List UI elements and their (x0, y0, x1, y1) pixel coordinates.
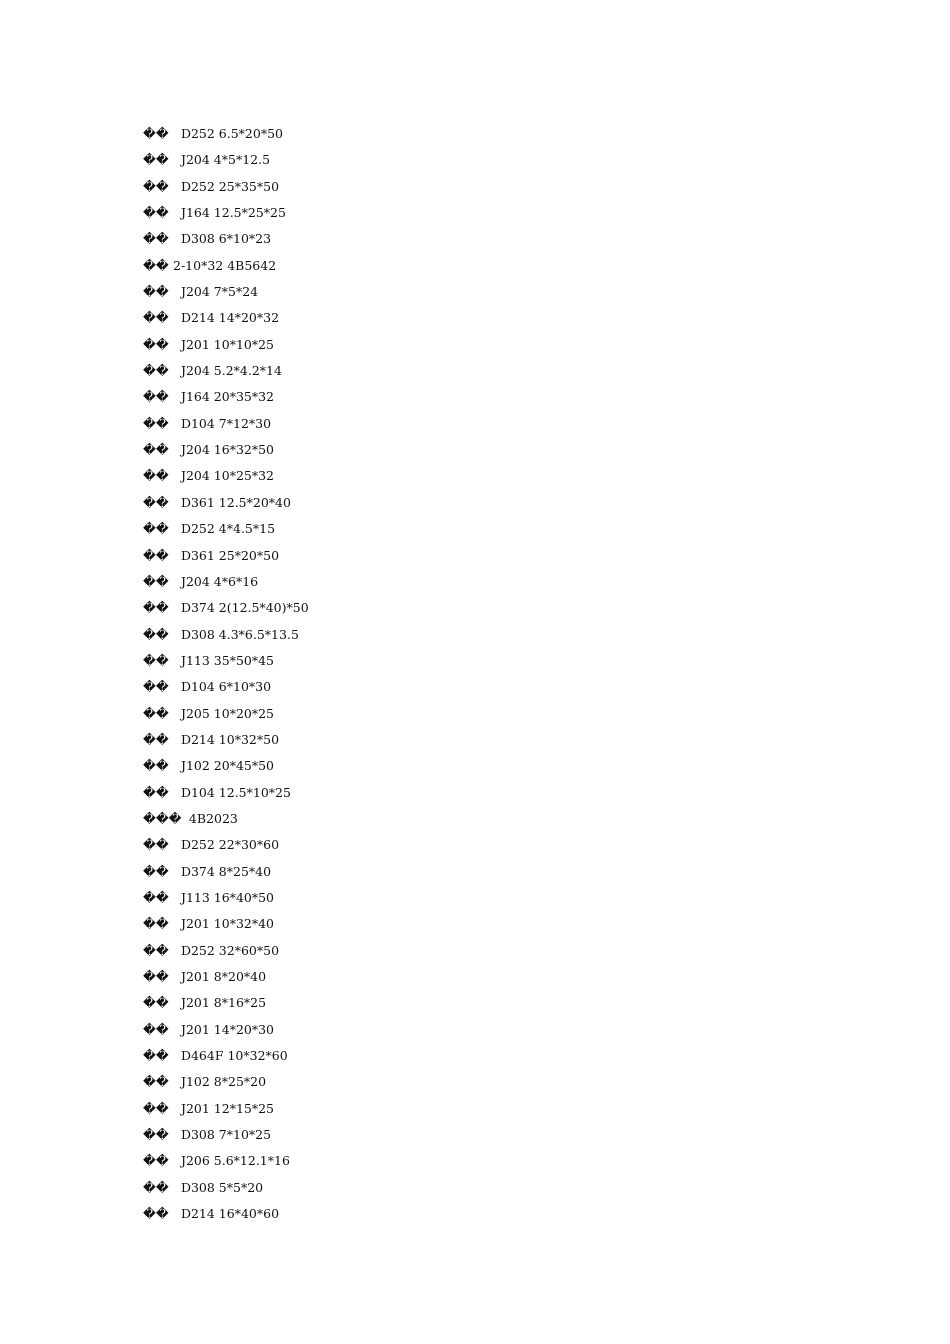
line-prefix: �� (143, 389, 169, 405)
line-prefix: �� (143, 652, 169, 668)
list-item (143, 411, 309, 437)
line-text: D374 8*25*40 (173, 863, 272, 879)
line-text: D464F 10*32*60 (173, 1048, 288, 1064)
line-text: D374 2(12.5*40)*50 (173, 600, 309, 616)
list-item (143, 463, 309, 489)
line-text: J164 20*35*32 (173, 389, 275, 405)
line-prefix: �� (143, 284, 169, 300)
line-text: J201 10*10*25 (173, 336, 275, 352)
line-text: 2-10*32 4B5642 (173, 257, 277, 273)
list-item (143, 490, 309, 516)
line-prefix: �� (143, 889, 169, 905)
list-item (143, 911, 309, 937)
list-item (143, 332, 309, 358)
line-text: D308 6*10*23 (173, 231, 272, 247)
line-prefix: �� (143, 705, 169, 721)
line-text: J201 14*20*30 (173, 1021, 275, 1037)
list-item (143, 174, 309, 200)
line-text: D252 32*60*50 (173, 942, 280, 958)
list-item (143, 358, 309, 384)
line-prefix: �� (143, 415, 169, 431)
line-prefix: �� (143, 679, 169, 695)
line-text: D252 25*35*50 (173, 178, 280, 194)
list-item (143, 990, 309, 1016)
list-item (143, 1043, 309, 1069)
line-prefix: �� (143, 995, 169, 1011)
line-prefix: �� (143, 257, 169, 273)
list-item (143, 437, 309, 463)
line-prefix: �� (143, 468, 169, 484)
line-prefix: �� (143, 1179, 169, 1195)
line-prefix: �� (143, 521, 169, 537)
list-item (143, 938, 309, 964)
line-prefix: �� (143, 336, 169, 352)
line-text: D308 4.3*6.5*13.5 (173, 626, 299, 642)
list-item (143, 1175, 309, 1201)
line-text: D104 12.5*10*25 (173, 784, 291, 800)
list-item (143, 279, 309, 305)
line-text: J164 12.5*25*25 (173, 205, 286, 221)
list-item (143, 595, 309, 621)
list-item (143, 569, 309, 595)
line-text: D252 4*4.5*15 (173, 521, 276, 537)
line-prefix: �� (143, 1153, 169, 1169)
line-prefix: �� (143, 916, 169, 932)
list-item (143, 806, 309, 832)
line-prefix: �� (143, 126, 169, 141)
list-item (143, 1017, 309, 1043)
line-text: D308 5*5*20 (173, 1179, 264, 1195)
line-text: D361 25*20*50 (173, 547, 280, 563)
line-prefix: �� (143, 731, 169, 747)
list-item (143, 1201, 309, 1227)
list-item (143, 147, 309, 173)
line-text: J204 5.2*4.2*14 (173, 363, 282, 379)
line-prefix: �� (143, 1206, 169, 1222)
line-prefix: �� (143, 863, 169, 879)
list-item (143, 516, 309, 542)
line-text: D214 10*32*50 (173, 731, 280, 747)
line-text: J201 8*20*40 (173, 969, 267, 984)
line-text: J206 5.6*12.1*16 (173, 1153, 290, 1169)
list-item (143, 1148, 309, 1174)
list-item (143, 648, 309, 674)
line-prefix: �� (143, 1100, 169, 1116)
line-text: J113 16*40*50 (173, 889, 275, 905)
list-item (143, 1122, 309, 1148)
line-prefix: �� (143, 784, 169, 800)
line-prefix: �� (143, 1074, 169, 1090)
line-prefix: �� (143, 310, 169, 326)
line-prefix: �� (143, 494, 169, 510)
list-item (143, 859, 309, 885)
list-item (143, 305, 309, 331)
line-text: D252 6.5*20*50 (173, 126, 283, 141)
line-prefix: �� (143, 205, 169, 221)
line-prefix: �� (143, 942, 169, 958)
list-item (143, 753, 309, 779)
line-text: J102 8*25*20 (173, 1074, 267, 1090)
list-item (143, 200, 309, 226)
list-item (143, 384, 309, 410)
line-text: J204 7*5*24 (173, 284, 259, 300)
list-item (143, 727, 309, 753)
list-item (143, 226, 309, 252)
list-item (143, 121, 309, 147)
list-item (143, 780, 309, 806)
line-text: D104 7*12*30 (173, 415, 272, 431)
line-prefix: �� (143, 442, 169, 458)
line-text: J201 12*15*25 (173, 1100, 275, 1116)
line-prefix: �� (143, 626, 169, 642)
line-text: J201 8*16*25 (173, 995, 267, 1011)
line-prefix: �� (143, 363, 169, 379)
line-text: 4B2023 (173, 810, 238, 826)
list-item (143, 1069, 309, 1095)
item-list (143, 121, 309, 1227)
list-item (143, 701, 309, 727)
line-prefix: �� (143, 573, 169, 589)
line-text: D361 12.5*20*40 (173, 494, 291, 510)
list-item (143, 253, 309, 279)
line-text: J204 10*25*32 (173, 468, 275, 484)
line-text: J113 35*50*45 (173, 652, 275, 668)
line-text: D104 6*10*30 (173, 679, 272, 695)
line-text: J201 10*32*40 (173, 916, 275, 932)
list-item (143, 832, 309, 858)
list-item (143, 964, 309, 990)
line-text: D308 7*10*25 (173, 1127, 272, 1143)
line-prefix: �� (143, 547, 169, 563)
list-item (143, 674, 309, 700)
line-text: D214 16*40*60 (173, 1206, 280, 1222)
list-item (143, 622, 309, 648)
line-prefix: �� (143, 758, 169, 774)
list-item (143, 885, 309, 911)
line-text: J205 10*20*25 (173, 705, 275, 721)
line-prefix: �� (143, 231, 169, 247)
line-text: J204 4*6*16 (173, 573, 259, 589)
line-text: D214 14*20*32 (173, 310, 280, 326)
line-prefix: �� (143, 178, 169, 194)
line-prefix: �� (143, 1127, 169, 1143)
line-text: D252 22*30*60 (173, 837, 280, 853)
line-text: J204 16*32*50 (173, 442, 275, 458)
line-prefix: �� (143, 152, 169, 168)
line-prefix: �� (143, 1021, 169, 1037)
line-prefix: �� (143, 969, 169, 984)
line-text: J204 4*5*12.5 (173, 152, 271, 168)
list-item (143, 1096, 309, 1122)
line-prefix: ��� (143, 810, 182, 826)
line-prefix: �� (143, 600, 169, 616)
list-item (143, 543, 309, 569)
line-prefix: �� (143, 837, 169, 853)
line-prefix: �� (143, 1048, 169, 1064)
line-text: J102 20*45*50 (173, 758, 275, 774)
